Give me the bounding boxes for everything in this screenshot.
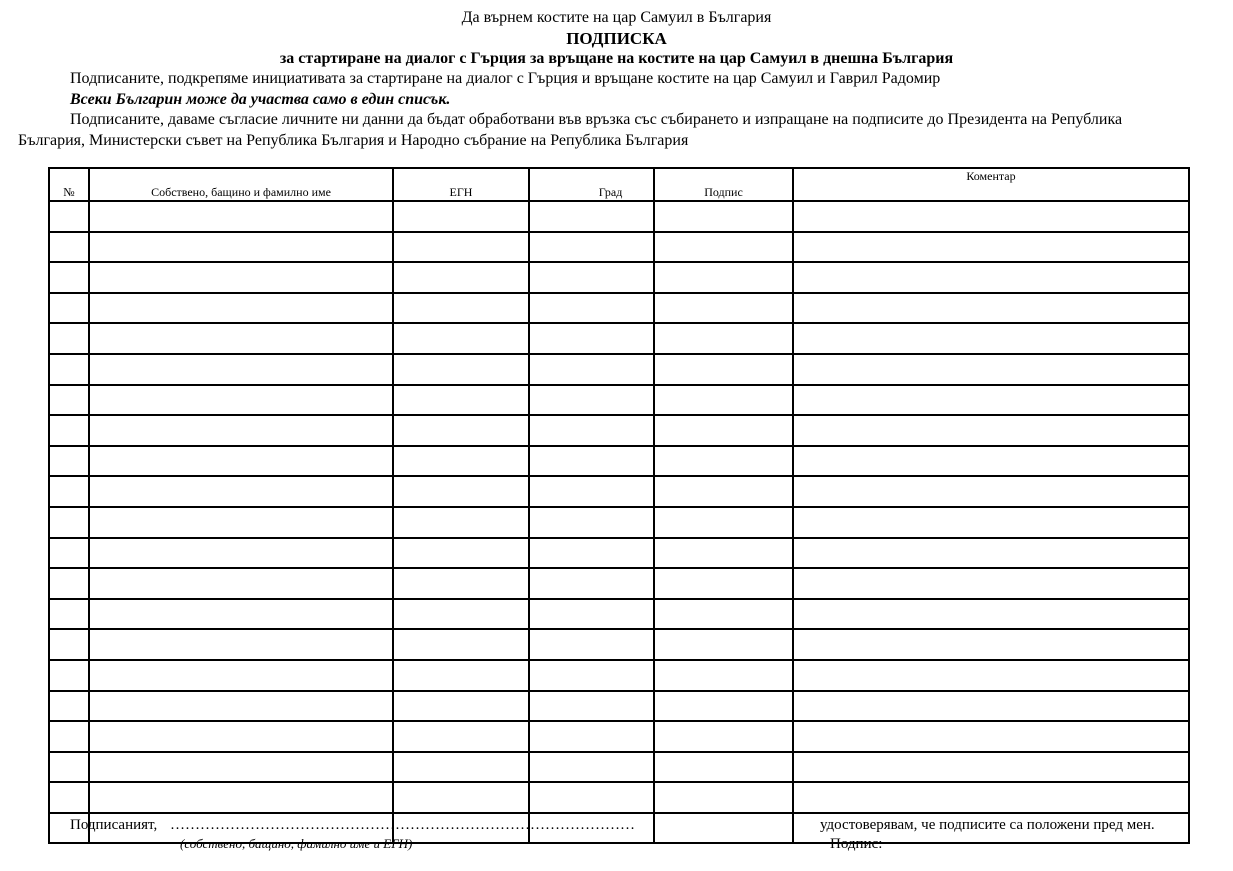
table-row bbox=[49, 507, 1189, 538]
cell-signature[interactable] bbox=[654, 507, 793, 538]
cell-egn[interactable] bbox=[393, 323, 529, 354]
cell-comment[interactable] bbox=[793, 262, 1189, 293]
cell-comment[interactable] bbox=[793, 354, 1189, 385]
table-body bbox=[49, 201, 1189, 843]
cell-city[interactable] bbox=[529, 691, 654, 722]
cell-comment[interactable] bbox=[793, 507, 1189, 538]
cell-signature[interactable] bbox=[654, 385, 793, 416]
cell-full-name[interactable] bbox=[89, 232, 393, 263]
cell-city[interactable] bbox=[529, 721, 654, 752]
table-row bbox=[49, 446, 1189, 477]
cell-comment[interactable] bbox=[793, 568, 1189, 599]
cell-signature[interactable] bbox=[654, 354, 793, 385]
cell-number[interactable] bbox=[49, 446, 89, 477]
cell-full-name[interactable] bbox=[89, 323, 393, 354]
cell-egn[interactable] bbox=[393, 232, 529, 263]
cell-number[interactable] bbox=[49, 385, 89, 416]
cell-city[interactable] bbox=[529, 354, 654, 385]
cell-number[interactable] bbox=[49, 354, 89, 385]
cell-comment[interactable] bbox=[793, 721, 1189, 752]
cell-full-name[interactable] bbox=[89, 262, 393, 293]
cell-number[interactable] bbox=[49, 599, 89, 630]
table-row bbox=[49, 293, 1189, 324]
cell-signature[interactable] bbox=[654, 691, 793, 722]
column-header-full-name: Собствено, бащино и фамилно име bbox=[89, 168, 393, 201]
table-row bbox=[49, 660, 1189, 691]
cell-comment[interactable] bbox=[793, 415, 1189, 446]
cell-signature[interactable] bbox=[654, 752, 793, 783]
cell-full-name[interactable] bbox=[89, 354, 393, 385]
cell-city[interactable] bbox=[529, 752, 654, 783]
cell-comment[interactable] bbox=[793, 538, 1189, 569]
cell-full-name[interactable] bbox=[89, 538, 393, 569]
cell-signature[interactable] bbox=[654, 323, 793, 354]
intro-paragraph-support: Подписаните, подкрепяме инициативата за стартиране на диалог с Гърция и връщане костите на цар Самуил и Гаврил Радомир bbox=[70, 70, 941, 87]
document-top-line: Да върнем костите на цар Самуил в България bbox=[461, 9, 772, 26]
table-row bbox=[49, 752, 1189, 783]
cell-city[interactable] bbox=[529, 568, 654, 599]
cell-full-name[interactable] bbox=[89, 660, 393, 691]
cell-city[interactable] bbox=[529, 415, 654, 446]
cell-signature[interactable] bbox=[654, 201, 793, 232]
cell-comment[interactable] bbox=[793, 476, 1189, 507]
intro-paragraph-consent-line1: Подписаните, даваме съгласие личните ни данни да бъдат обработвани във връзка със събирането и изпращане на подписите до Президента на Република bbox=[70, 111, 1123, 128]
cell-egn[interactable] bbox=[393, 568, 529, 599]
cell-city[interactable] bbox=[529, 323, 654, 354]
cell-city[interactable] bbox=[529, 629, 654, 660]
cell-full-name[interactable] bbox=[89, 599, 393, 630]
cell-city[interactable] bbox=[529, 538, 654, 569]
cell-egn[interactable] bbox=[393, 201, 529, 232]
cell-full-name[interactable] bbox=[89, 415, 393, 446]
cell-city[interactable] bbox=[529, 232, 654, 263]
table-row bbox=[49, 629, 1189, 660]
cell-egn[interactable] bbox=[393, 293, 529, 324]
cell-egn[interactable] bbox=[393, 691, 529, 722]
cell-comment[interactable] bbox=[793, 660, 1189, 691]
cell-egn[interactable] bbox=[393, 721, 529, 752]
cell-egn[interactable] bbox=[393, 752, 529, 783]
cell-full-name[interactable] bbox=[89, 476, 393, 507]
table-row bbox=[49, 415, 1189, 446]
table-row bbox=[49, 782, 1189, 813]
cell-number[interactable] bbox=[49, 568, 89, 599]
cell-number[interactable] bbox=[49, 293, 89, 324]
footer-signer-hint: (собствено, бащино, фамилно име и ЕГН) bbox=[180, 836, 413, 851]
cell-comment[interactable] bbox=[793, 323, 1189, 354]
intro-paragraph-one-list: Всеки Българин може да участва само в един списък. bbox=[70, 91, 451, 108]
table-row bbox=[49, 323, 1189, 354]
cell-full-name[interactable] bbox=[89, 752, 393, 783]
table-row bbox=[49, 354, 1189, 385]
cell-city[interactable] bbox=[529, 599, 654, 630]
cell-egn[interactable] bbox=[393, 507, 529, 538]
cell-city[interactable] bbox=[529, 201, 654, 232]
cell-city[interactable] bbox=[529, 293, 654, 324]
cell-full-name[interactable] bbox=[89, 568, 393, 599]
cell-city[interactable] bbox=[529, 782, 654, 813]
cell-egn[interactable] bbox=[393, 354, 529, 385]
cell-full-name[interactable] bbox=[89, 446, 393, 477]
column-header-number: № bbox=[49, 168, 89, 201]
cell-number[interactable] bbox=[49, 415, 89, 446]
cell-number[interactable] bbox=[49, 538, 89, 569]
cell-comment[interactable] bbox=[793, 385, 1189, 416]
cell-signature[interactable] bbox=[654, 660, 793, 691]
cell-city[interactable] bbox=[529, 446, 654, 477]
cell-city[interactable] bbox=[529, 385, 654, 416]
cell-city[interactable] bbox=[529, 660, 654, 691]
table-row bbox=[49, 232, 1189, 263]
cell-city[interactable] bbox=[529, 507, 654, 538]
document-subtitle: за стартиране на диалог с Гърция за връщане на костите на цар Самуил в днешна България bbox=[279, 50, 954, 67]
cell-comment[interactable] bbox=[793, 629, 1189, 660]
footer-signature-label: Подпис: bbox=[830, 836, 883, 852]
cell-comment[interactable] bbox=[793, 752, 1189, 783]
cell-full-name[interactable] bbox=[89, 385, 393, 416]
column-header-city-label: Град bbox=[598, 185, 623, 199]
cell-full-name[interactable] bbox=[89, 721, 393, 752]
table-row bbox=[49, 599, 1189, 630]
cell-signature[interactable] bbox=[654, 293, 793, 324]
cell-number[interactable] bbox=[49, 476, 89, 507]
table-row bbox=[49, 385, 1189, 416]
document-title: ПОДПИСКА bbox=[566, 29, 667, 48]
cell-city[interactable] bbox=[529, 476, 654, 507]
cell-number[interactable] bbox=[49, 629, 89, 660]
cell-signature[interactable] bbox=[654, 629, 793, 660]
table-row bbox=[49, 721, 1189, 752]
cell-number[interactable] bbox=[49, 721, 89, 752]
cell-number[interactable] bbox=[49, 752, 89, 783]
cell-signature[interactable] bbox=[654, 599, 793, 630]
cell-signature[interactable] bbox=[654, 262, 793, 293]
cell-signature[interactable] bbox=[654, 476, 793, 507]
cell-egn[interactable] bbox=[393, 660, 529, 691]
column-header-comment: Коментар bbox=[793, 168, 1189, 201]
cell-signature[interactable] bbox=[654, 538, 793, 569]
cell-full-name[interactable] bbox=[89, 782, 393, 813]
cell-city[interactable] bbox=[529, 262, 654, 293]
table-row bbox=[49, 201, 1189, 232]
column-header-signature: Подпис bbox=[654, 168, 793, 201]
intro-paragraph-consent-line2: България, Министерски съвет на Република България и Народно събрание на Република България bbox=[18, 132, 689, 149]
cell-comment[interactable] bbox=[793, 232, 1189, 263]
signature-table bbox=[48, 167, 1190, 844]
cell-signature[interactable] bbox=[654, 415, 793, 446]
cell-egn[interactable] bbox=[393, 782, 529, 813]
cell-number[interactable] bbox=[49, 691, 89, 722]
cell-signature[interactable] bbox=[654, 721, 793, 752]
cell-number[interactable] bbox=[49, 201, 89, 232]
table-row bbox=[49, 691, 1189, 722]
cell-signature[interactable] bbox=[654, 232, 793, 263]
cell-egn[interactable] bbox=[393, 415, 529, 446]
table-row bbox=[49, 476, 1189, 507]
footer-signer-label: Подписаният, bbox=[70, 817, 158, 833]
cell-egn[interactable] bbox=[393, 476, 529, 507]
cell-number[interactable] bbox=[49, 660, 89, 691]
cell-comment[interactable] bbox=[793, 446, 1189, 477]
cell-number[interactable] bbox=[49, 507, 89, 538]
footer-certify-text: удостоверявам, че подписите са положени пред мен. bbox=[820, 817, 1155, 833]
cell-number[interactable] bbox=[49, 262, 89, 293]
cell-signature[interactable] bbox=[654, 782, 793, 813]
cell-number[interactable] bbox=[49, 323, 89, 354]
cell-signature[interactable] bbox=[654, 813, 793, 844]
footer-signer-dotted-line[interactable]: ………………………………………………………………………………… bbox=[170, 817, 635, 833]
cell-egn[interactable] bbox=[393, 538, 529, 569]
cell-egn[interactable] bbox=[393, 262, 529, 293]
cell-egn[interactable] bbox=[393, 446, 529, 477]
cell-comment[interactable] bbox=[793, 599, 1189, 630]
cell-full-name[interactable] bbox=[89, 201, 393, 232]
cell-egn[interactable] bbox=[393, 629, 529, 660]
table-row bbox=[49, 568, 1189, 599]
table-row bbox=[49, 262, 1189, 293]
table-header-row bbox=[49, 168, 1189, 201]
cell-number[interactable] bbox=[49, 782, 89, 813]
cell-full-name[interactable] bbox=[89, 293, 393, 324]
cell-signature[interactable] bbox=[654, 446, 793, 477]
cell-egn[interactable] bbox=[393, 599, 529, 630]
cell-signature[interactable] bbox=[654, 568, 793, 599]
cell-full-name[interactable] bbox=[89, 507, 393, 538]
cell-comment[interactable] bbox=[793, 201, 1189, 232]
cell-number[interactable] bbox=[49, 232, 89, 263]
table-row bbox=[49, 538, 1189, 569]
cell-comment[interactable] bbox=[793, 782, 1189, 813]
cell-full-name[interactable] bbox=[89, 691, 393, 722]
cell-full-name[interactable] bbox=[89, 629, 393, 660]
column-header-city bbox=[529, 168, 654, 201]
cell-comment[interactable] bbox=[793, 293, 1189, 324]
column-header-egn: ЕГН bbox=[393, 168, 529, 201]
cell-egn[interactable] bbox=[393, 385, 529, 416]
cell-comment[interactable] bbox=[793, 691, 1189, 722]
